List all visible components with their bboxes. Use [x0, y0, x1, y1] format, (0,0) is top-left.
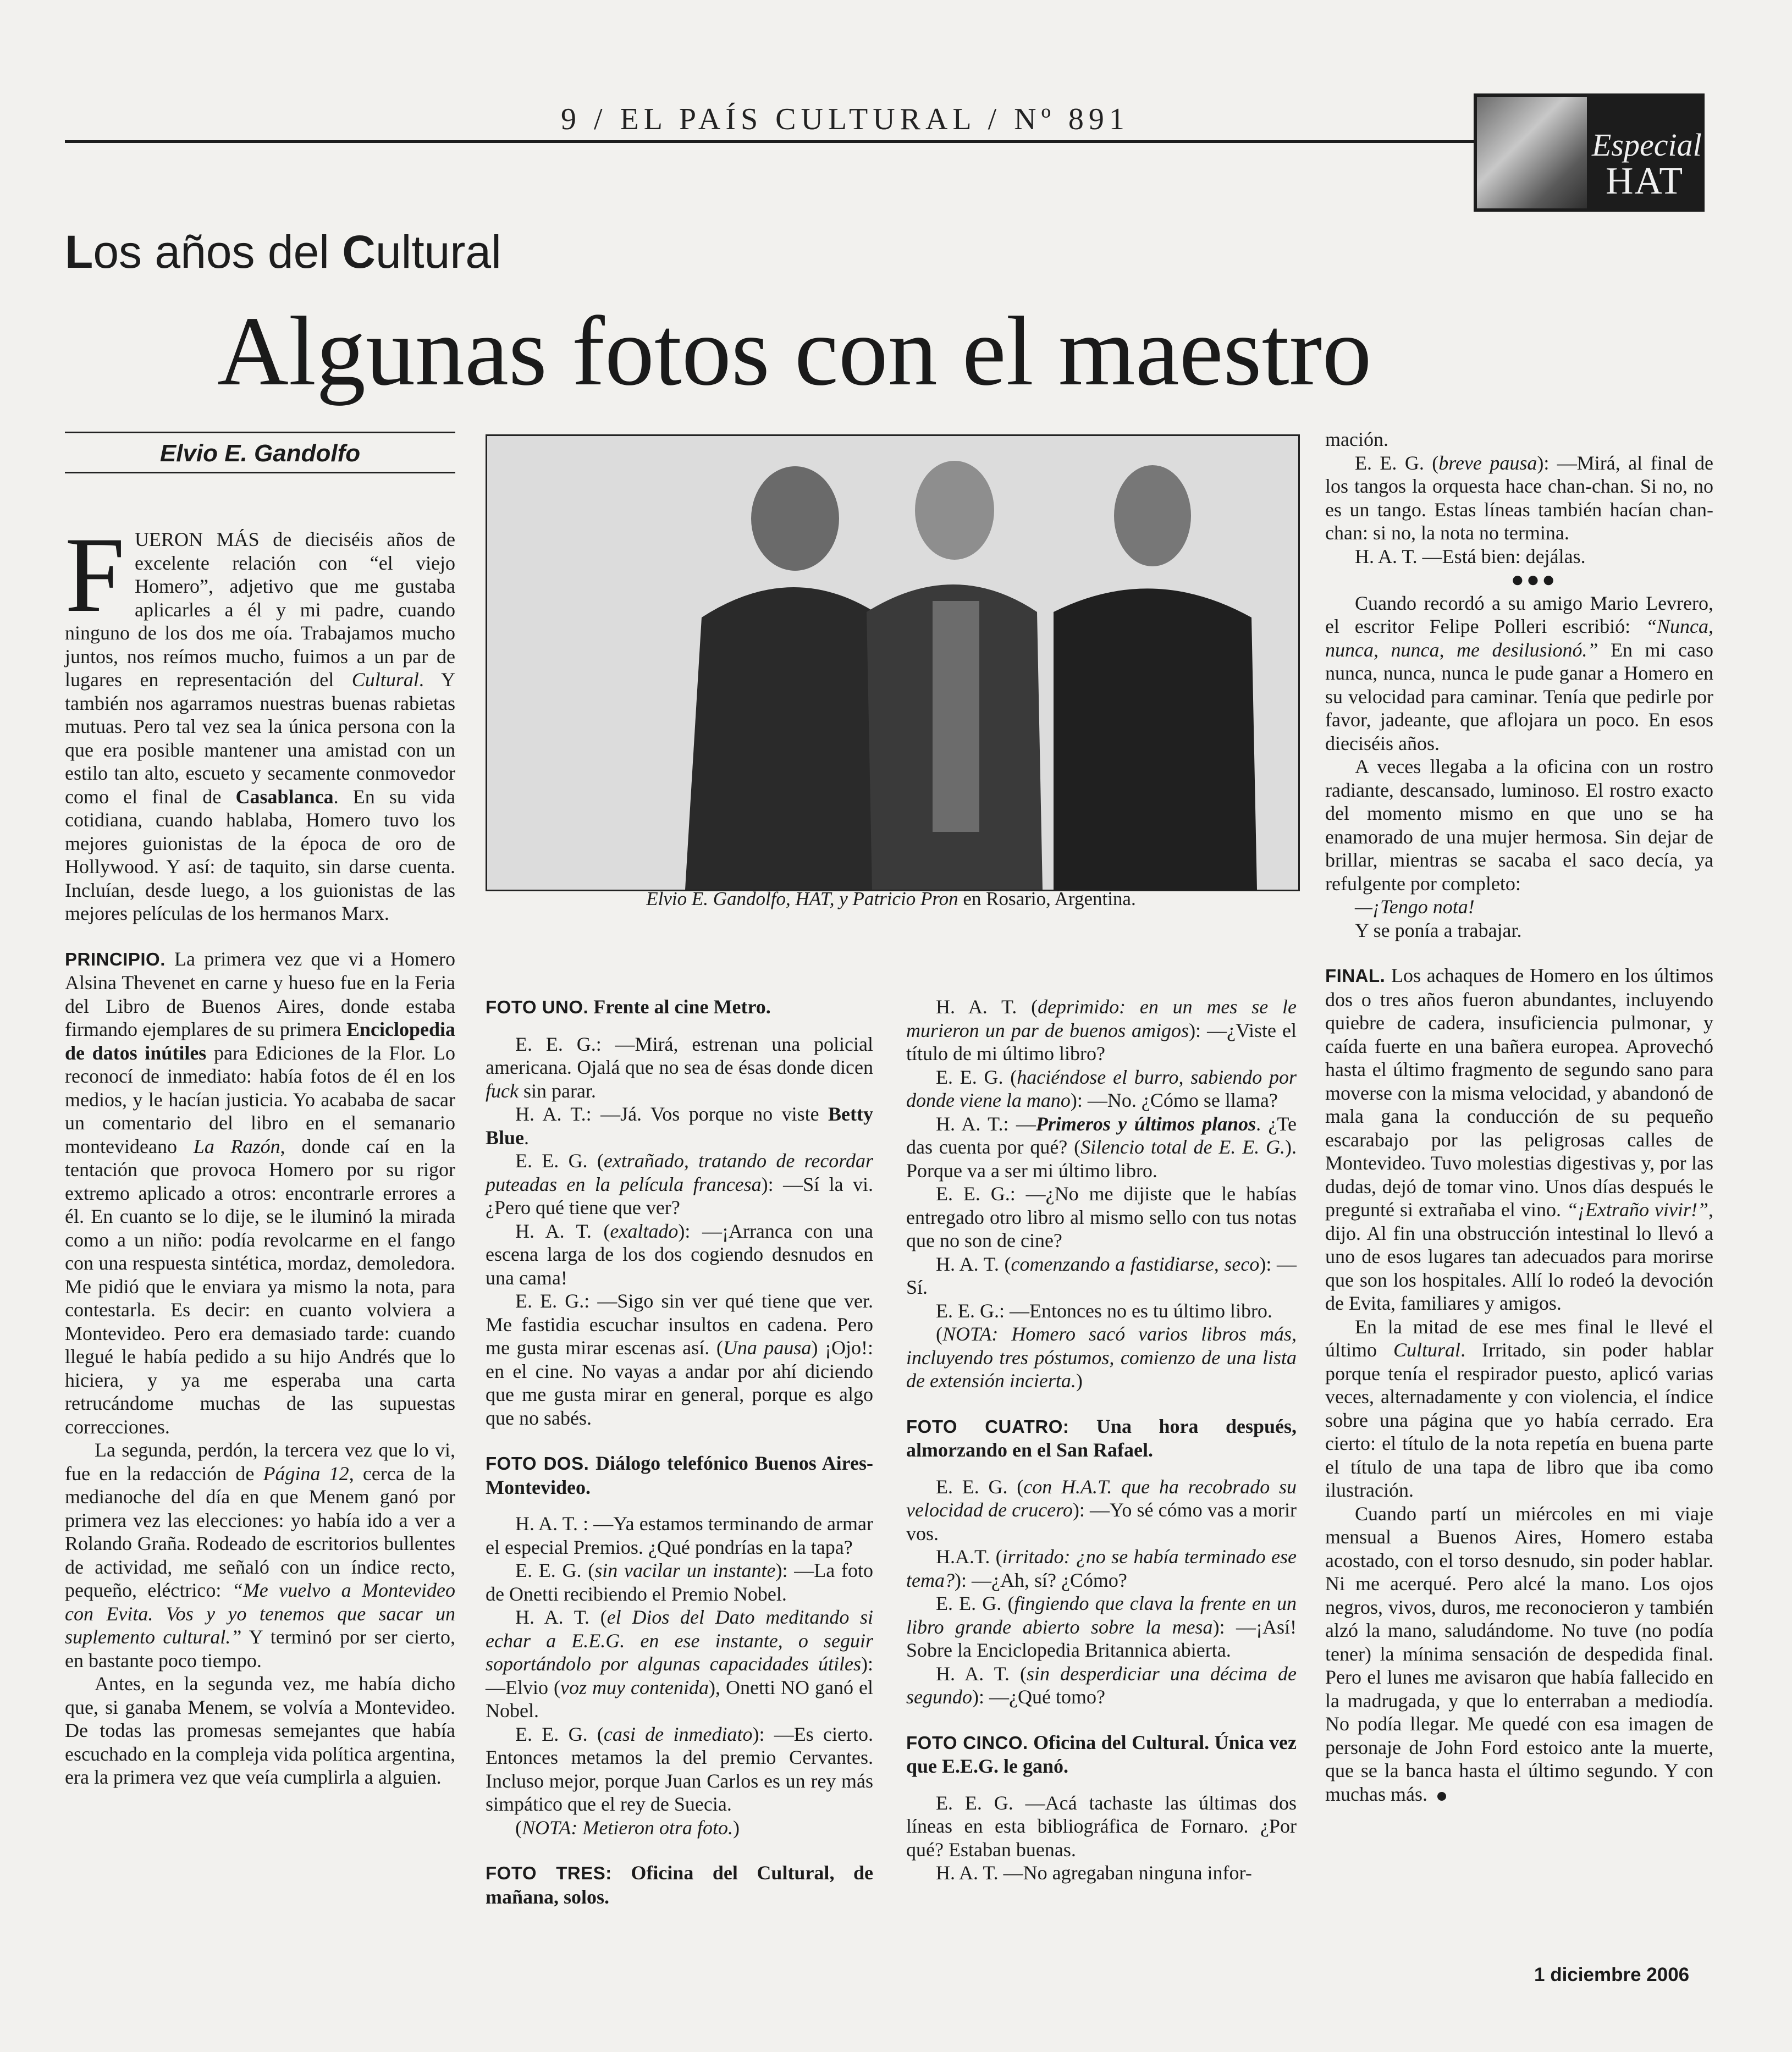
badge-hat: HAT [1606, 160, 1684, 202]
byline-rule-bottom [65, 472, 455, 473]
dialogue-line: E. E. G. (extrañado, tratando de recordar puteadas en la película francesa): —Sí la vi. ¿Pero qué tiene que ver? [486, 1150, 873, 1218]
dialogue-line: H. A. T. (el Dios del Dato meditando si echar a E.E.G. en ese instante, o seguir soportándolo por algunas capacidades útiles): —Elvio (voz muy contenida), Onetti NO ganó el Nobel. [486, 1606, 873, 1722]
dialogue-line: E. E. G.: —¿No me dijiste que le habías entregado otro libro al mismo sello con tus notas que no son de cine? [906, 1183, 1297, 1251]
dialogue-line: H. A. T. —Está bien: dejálas. [1355, 545, 1586, 567]
dialogue-line: H. A. T. —No agregaban ninguna infor- [936, 1862, 1252, 1884]
dialogue-line: E. E. G. (sin vacilar un instante): —La foto de Onetti recibiendo el Premio Nobel. [486, 1559, 874, 1605]
article-column-4 [1325, 428, 1713, 1806]
dialogue-line: mación. [1325, 428, 1388, 450]
section-kicker: Los años del Cultural [65, 226, 501, 278]
dialogue-line: E. E. G.: —Mirá, estrenan una policial americana. Ojalá que no sea de ésas donde dicen fuck sin parar. [486, 1033, 873, 1102]
dialogue-line: E. E. G. (con H.A.T. que ha recobrado su velocidad de crucero): —Yo sé cómo vas a morir vos. [906, 1475, 1297, 1544]
dialogue-line: H. A. T.: —Já. Vos porque no viste Betty Blue. [486, 1103, 873, 1149]
portrait-thumbnail [1477, 97, 1587, 208]
dialogue-line: E. E. G. (casi de inmediato): —Es cierto. Entonces metamos la del premio Cervantes. Incluso mejor, porque Juan Carlos es un rey más simpático que el rey de Suecia. [486, 1723, 873, 1815]
dialogue-line: H. A. T.: —Primeros y últimos planos. ¿Te das cuenta por qué? (Silencio total de E. E. G.). Porque va a ser mi último libro. [906, 1112, 1297, 1182]
article-column-2 [486, 995, 873, 1908]
article-column-3 [906, 995, 1297, 1885]
quote-tengo-nota: —¡Tengo nota! [1355, 896, 1475, 918]
dialogue-line: H. A. T. (sin desperdiciar una décima de segundo): —¿Qué tomo? [906, 1662, 1297, 1708]
editor-note: (NOTA: Metieron otra foto.) [515, 1816, 740, 1839]
dialogue-line: H. A. T. (deprimido: en un mes se le murieron un par de buenos amigos): —¿Viste el título de mi último libro? [906, 996, 1297, 1064]
foto-cuatro-heading: FOTO CUATRO: Una hora después, almorzando en el San Rafael. [906, 1415, 1297, 1461]
paragraph-despedida: Cuando partí un miércoles en mi viaje mensual a Buenos Aires, Homero estaba acostado, con el torso desnudo, sin poder hablar. Ni me acerqué. Pero alcé la mano. Los ojos negros, vivos, duros, me reconocieron y también alzó la mano, saludándome. No tuve (no podía tener) la mínima sensación de despedida final. Pero el lunes me avisaron que había fallecido en la madrugada, y que lo enterraban a mediodía. No podía llegar. Me quedé con esa imagen de personaje de John Ford estoico ante la muerte, que se la banca hasta el último segundo. Y con muchas más. [1325, 1502, 1713, 1805]
intro-paragraph: FUERON MÁS de dieciséis años de excelente relación con “el viejo Homero”, adjetivo que me gustaba aplicarles a él y mi padre, cuando ninguno de los dos me oía. Trabajamos mucho juntos, nos reímos mucho, fuimos a un par de lugares en representación del Cultural. Y también nos agarramos nuestras buenas rabietas mutuas. Pero tal vez sea la única persona con la que era posible mantener una amistad con un estilo tan alto, escueto y secamente conmovedor como el final de Casablanca. En su vida cotidiana, cuando hablaba, Homero tuvo los mejores guionistas de la época de oro de Hollywood. Y así: de taquito, sin darse cuenta. Incluían, desde luego, a los guionistas de las mejores películas de los hermanos Marx. [65, 515, 455, 924]
foto-cinco-heading: FOTO CINCO. Oficina del Cultural. Única vez que E.E.G. le ganó. [906, 1731, 1297, 1777]
page-header-label: 9 / EL PAÍS CULTURAL / Nº 891 [561, 102, 1129, 136]
dialogue-line: E. E. G. (fingiendo que clava la frente en un libro grande abierto sobre la mesa): —¡Así! Sobre la Enciclopedia Britannica abierta. [906, 1592, 1297, 1661]
dialogue-line: E. E. G. (breve pausa): —Mirá, al final de los tangos la orquesta hace chan-chan. Si no, no es un tango. Estas líneas también hacían chan-chan: si no, la nota no termina. [1325, 451, 1713, 544]
dialogue-line: H. A. T. (exaltado): —¡Arranca con una escena larga de los dos cogiendo desnudos en una cama! [486, 1220, 873, 1289]
section-head-final: FINAL. [1325, 966, 1386, 986]
paragraph-tercera-vez: La segunda, perdón, la tercera vez que lo vi, fue en la redacción de Página 12, cerca de la medianoche del día en que Menem ganó por primera vez las elecciones: yo había ido a ver a Rolando Graña. Rodeado de escritorios bullentes de actividad, me señaló con un índice recto, pequeño, eléctrico: “Me vuelvo a Montevideo con Evita. Vos y yo tenemos que sacar un suplemento cultural.” Y terminó por ser cierto, en bastante poco tiempo. [65, 1439, 455, 1672]
end-mark-icon [1437, 1792, 1446, 1801]
paragraph-rostro: A veces llegaba a la oficina con un rostro radiante, descansado, luminoso. El rostro exacto del momento mismo en que uno se ha enamorado de una mujer hermosa. Sin dejar de brillar, mientras se sacaba el saco decía, ya refulgente por completo: [1325, 755, 1713, 895]
section-head-principio: PRINCIPIO. [65, 948, 166, 969]
byline-rule-top [65, 432, 455, 433]
dialogue-line: E. E. G.: —Entonces no es tu último libro. [936, 1299, 1272, 1322]
editor-note: (NOTA: Homero sacó varios libros más, incluyendo tres póstumos, comienzo de una lista de extensión incierta.) [906, 1323, 1297, 1392]
article-column-1 [65, 478, 455, 1789]
paragraph-polleri: Cuando recordó a su amigo Mario Levrero, el escritor Felipe Polleri escribió: “Nunca, nunca, nunca, me desilusionó.” En mi caso nunca, nunca, nunca le pude ganar a Homero en su velocidad para caminar. Tenía que pedirle por favor, jadeante, que aflojara un poco. En esos dieciséis años. [1325, 592, 1713, 754]
dialogue-line: E. E. G. (haciéndose el burro, sabiendo por donde viene la mano): —No. ¿Cómo se llama? [906, 1066, 1297, 1111]
paragraph-segunda-vez: Antes, en la segunda vez, me había dicho que, si ganaba Menem, se volvía a Montevideo. De todas las promesas semejantes que había escuchado en la compleja vida política argentina, era la primera vez que veía cumplirla a alguien. [65, 1673, 455, 1788]
foto-uno-heading: FOTO UNO. Frente al cine Metro. [486, 996, 771, 1018]
dialogue-line: H. A. T. (comenzando a fastidiarse, seco): —Sí. [906, 1253, 1297, 1298]
principio-paragraph: PRINCIPIO. La primera vez que vi a Homero Alsina Thevenet en carne y hueso fue en la Feria del Libro de Buenos Aires, donde estaba firmando ejemplares de su primera Enciclopedia de datos inútiles para Ediciones de la Flor. Lo reconocí de inmediato: había fotos de él en los medios, y le hacían justicia. Yo acababa de sacar un comentario del libro en el semanario montevideano La Razón, donde caí en la tentación que provoca Homero por su rigor extremo aplicado a otros: encontrarle errores a él. En cuanto se lo dije, se le iluminó la mirada como a un niño: podía revolcarme en el fango con una respuesta sintética, mordaz, demoledora. Me pidió que le enviara ya mismo la nota, para contestarla. Es decir: en cuanto volviera a Montevideo. Pero era demasiado tarde: cuando llegué le había pedido a su hijo Andrés que lo hiciera, y ya me esperaba una carta retrucándome muchas de las supuestas correcciones. [65, 947, 455, 1438]
foto-tres-heading: FOTO TRES: Oficina del Cultural, de mañana, solos. [486, 1862, 873, 1908]
header-rule [65, 140, 1495, 143]
especial-hat-badge [1474, 93, 1705, 212]
dialogue-line: E. E. G.: —Sigo sin ver qué tiene que ver. Me fastidia escuchar insultos en cadena. Pero me gusta mirar escenas así. (Una pausa) ¡Ojo!: en el cine. No vayas a andar por ahí diciendo que me gusta mirar en general, porque es algo que no sabés. [486, 1290, 874, 1429]
headline: Algunas fotos con el maestro [217, 296, 1372, 406]
photo-caption: Elvio E. Gandolfo, HAT, y Patricio Pron en Rosario, Argentina. [646, 888, 1136, 909]
drop-cap: F [65, 515, 125, 635]
final-paragraph: FINAL. Los achaques de Homero en los últimos dos o tres años fueron abundantes, incluyendo quiebre de cadera, insuficiencia pulmonar, y caída fuerte en una bañera europea. Aprovechó hasta el último fragmento de segundo sano para moverse con la misma velocidad, y abandonó de mala gana la conducción de su pequeño escarabajo por las peligrosas calles de Montevideo. Tuvo molestias digestivas y, por las dudas, dejó de tomar vino. Unos días después le pregunté si extrañaba el vino. “¡Extraño vivir!”, dijo. Al fin una obstrucción intestinal lo llevó a uno de esos lugares tan adecuados para morirse que son los hospitales. Allí lo rodeó la devoción de Evita, familiares y amigos. [1325, 964, 1713, 1314]
three-men-photo [487, 436, 1298, 890]
dialogue-line: E. E. G. —Acá tachaste las últimas dos líneas en esta bibliográfica de Fornaro. ¿Por qué? Estaban buenas. [906, 1791, 1297, 1861]
paragraph-ultimo-cultural: En la mitad de ese mes final le llevé el último Cultural. Irritado, sin poder hablar porque tenía el respirador puesto, aplicó varias veces, alternadamente y con violencia, el índice sobre una página que yo había cerrado. Era cierto: el título de la nota repetía en buena parte el título de una tapa de libro que iba como ilustración. [1325, 1315, 1713, 1501]
paragraph-trabajar: Y se ponía a trabajar. [1355, 919, 1522, 941]
main-photo [486, 434, 1300, 891]
foto-dos-heading: FOTO DOS. Diálogo telefónico Buenos Aires-Montevideo. [486, 1452, 873, 1498]
dialogue-line: H. A. T. : —Ya estamos terminando de armar el especial Premios. ¿Qué pondrías en la tapa? [486, 1513, 873, 1558]
byline: Elvio E. Gandolfo [159, 440, 361, 467]
dialogue-line: H.A.T. (irritado: ¿no se había terminado ese tema?): —¿Ah, sí? ¿Cómo? [906, 1546, 1297, 1591]
section-divider-dots: ●●● [1510, 567, 1558, 592]
footer-date: 1 diciembre 2006 [1534, 1964, 1690, 1985]
badge-especial: Especial [1592, 127, 1702, 163]
